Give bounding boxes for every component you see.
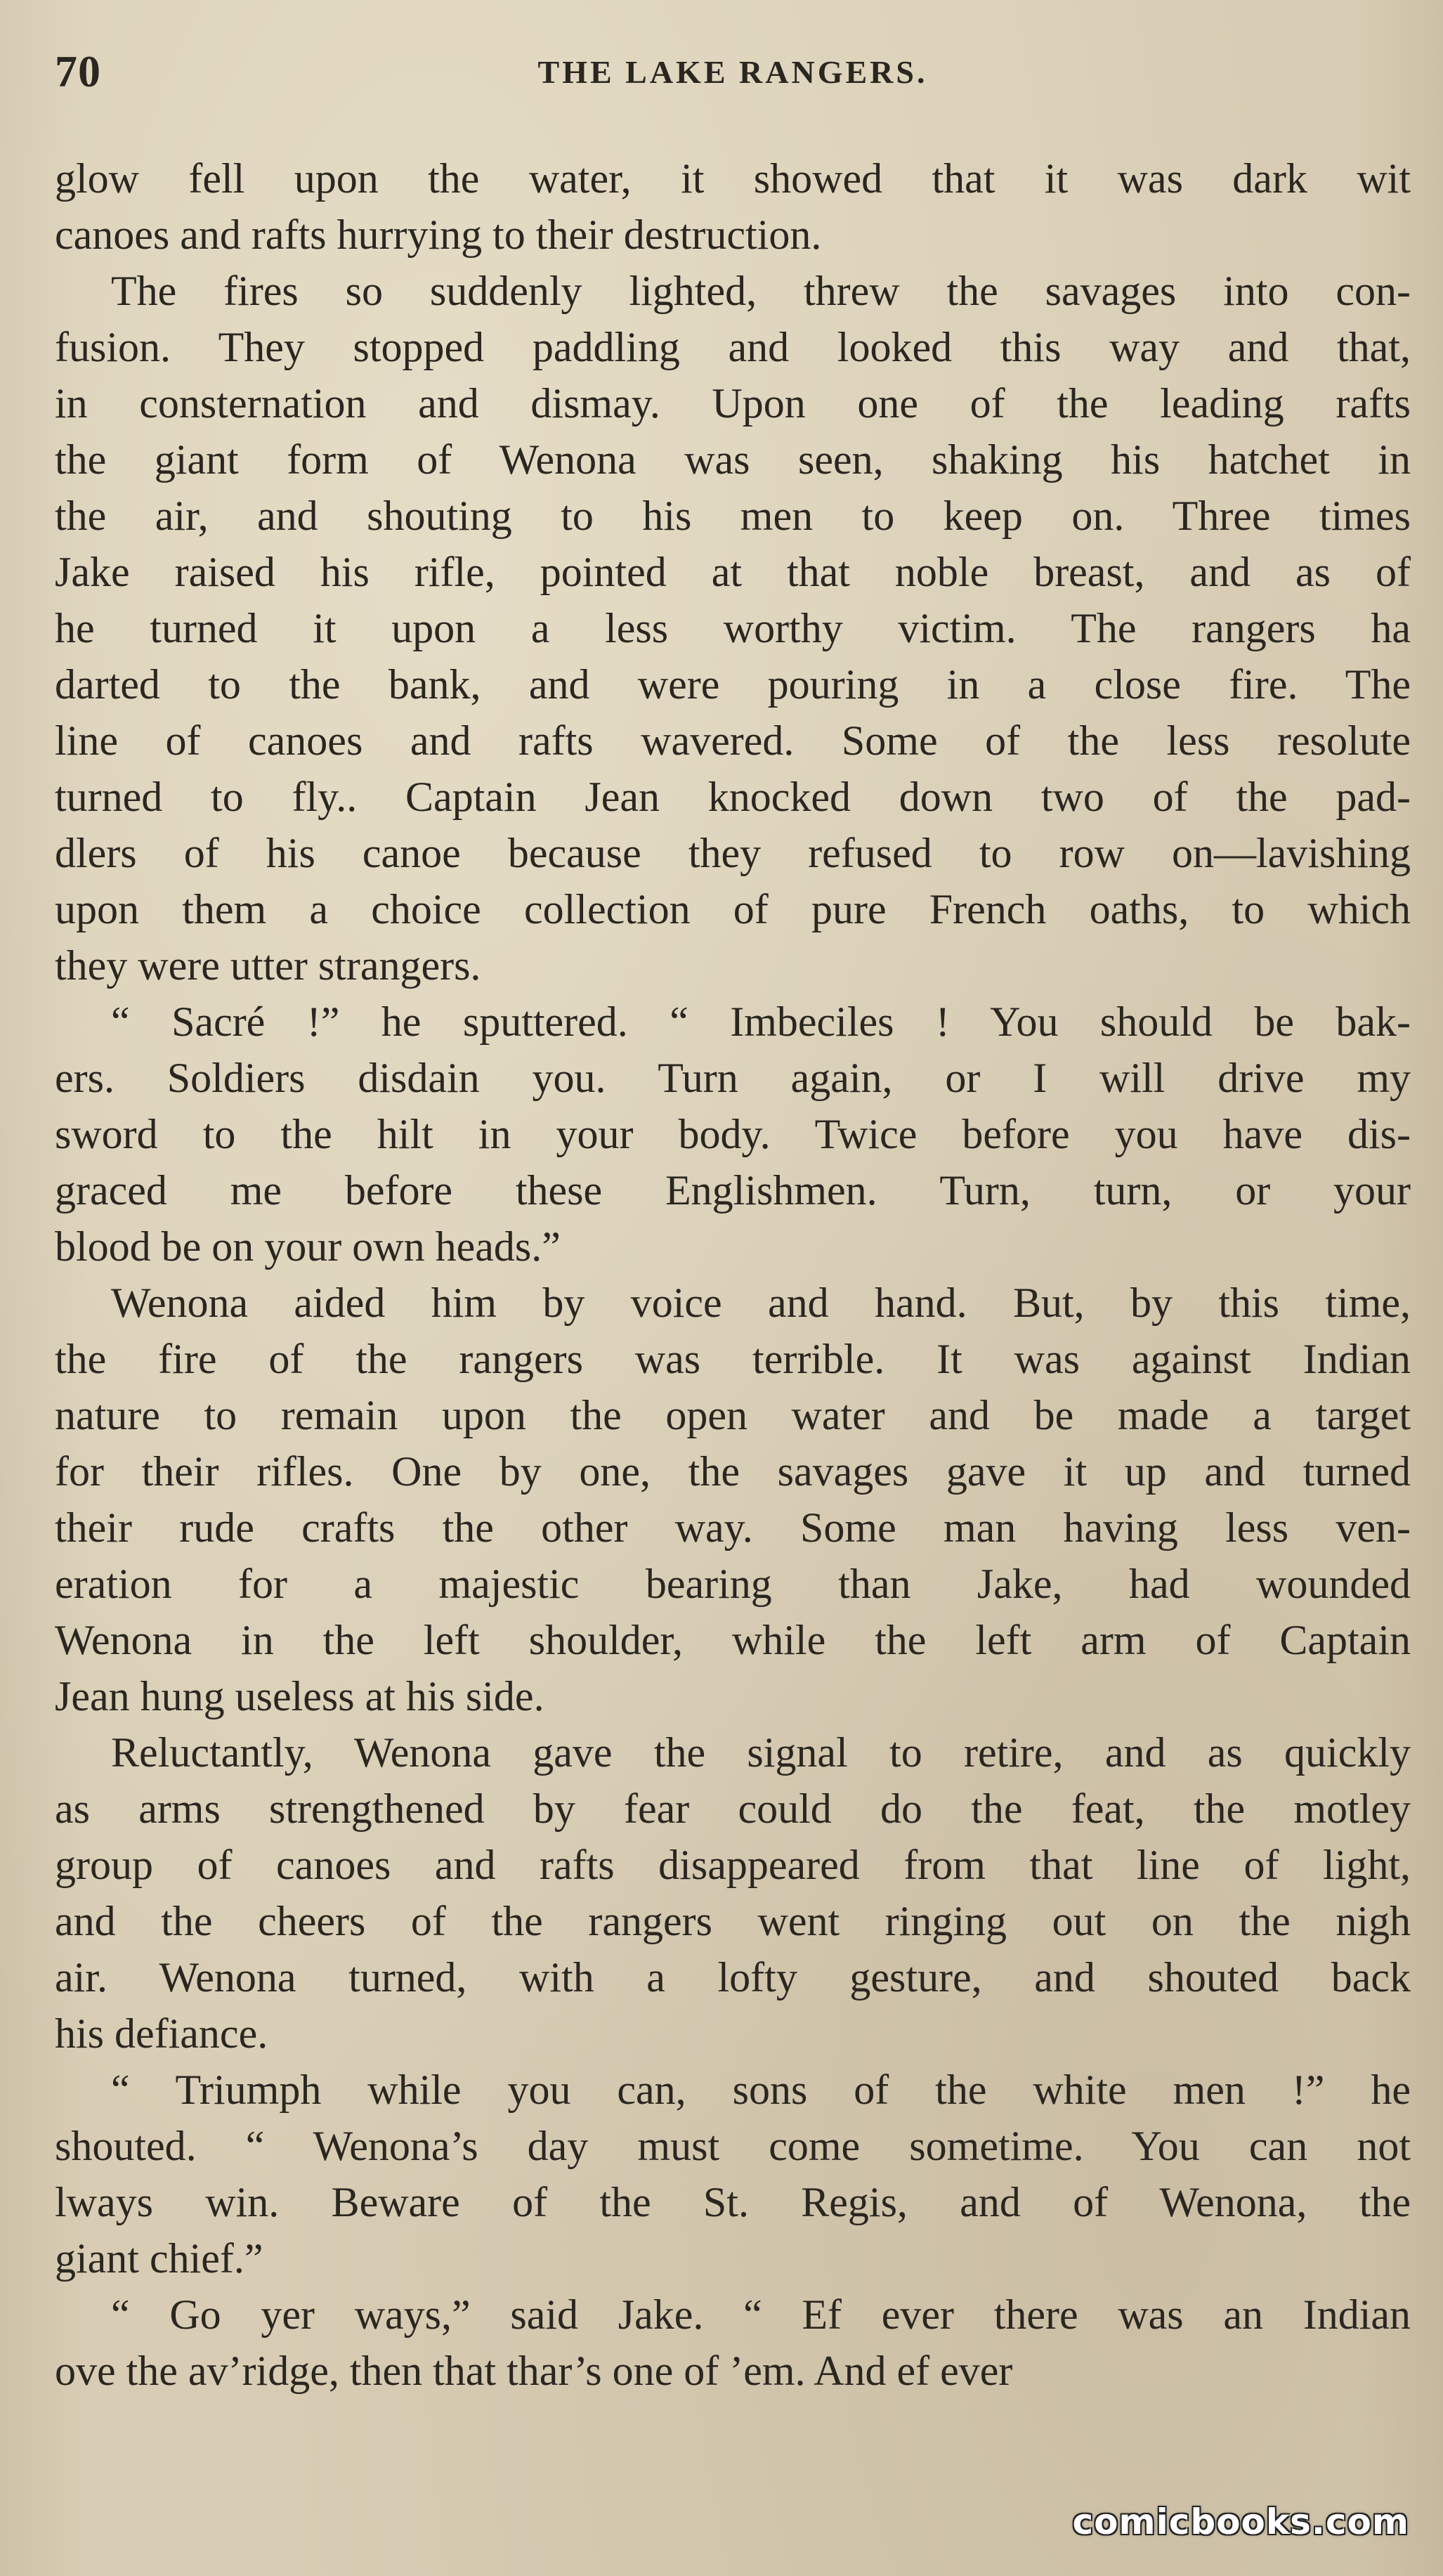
text-line: glow fell upon the water, it showed that it was dark wit: [55, 155, 1411, 202]
text-line: eration for a majestic bearing than Jake, had wounded: [55, 1561, 1411, 1607]
text-line: and the cheers of the rangers went ringing out on the nigh: [55, 1898, 1411, 1944]
text-line: darted to the bank, and were pouring in a close fire. The: [55, 661, 1411, 708]
text-line: sword to the hilt in your body. Twice before you have dis-: [55, 1111, 1411, 1157]
text-line: the fire of the rangers was terrible. It was against Indian: [55, 1336, 1411, 1382]
text-line: ers. Soldiers disdain you. Turn again, or I will drive my: [55, 1055, 1411, 1101]
text-line: their rude crafts the other way. Some man having less ven-: [55, 1504, 1411, 1551]
paragraph: [55, 994, 1411, 1275]
text-line: line of canoes and rafts wavered. Some of the less resolute: [55, 717, 1411, 764]
watermark-logo: comicbooks.com: [1072, 2502, 1409, 2542]
text-line: “ Sacré !” he sputtered. “ Imbeciles ! You should be bak-: [111, 998, 1411, 1045]
text-line: “ Go yer ways,” said Jake. “ Ef ever there was an Indian: [111, 2291, 1411, 2338]
text-line: shouted. “ Wenona’s day must come sometime. You can not: [55, 2123, 1411, 2169]
paragraph: [55, 1275, 1411, 1724]
text-line: fusion. They stopped paddling and looked this way and that,: [55, 324, 1411, 370]
text-line: for their rifles. One by one, the savages gave it up and turned: [55, 1448, 1411, 1495]
text-line: upon them a choice collection of pure French oaths, to which: [55, 886, 1411, 932]
text-line: Jake raised his rifle, pointed at that noble breast, and as of: [55, 549, 1411, 595]
paragraph: [55, 2286, 1411, 2399]
paragraph: [55, 2062, 1411, 2286]
paragraph: [55, 150, 1411, 263]
text-body: [55, 150, 1411, 2399]
text-line: canoes and rafts hurrying to their destruction.: [55, 212, 822, 258]
text-line: in consternation and dismay. Upon one of the leading rafts: [55, 380, 1411, 427]
text-line: graced me before these Englishmen. Turn, turn, or your: [55, 1167, 1411, 1214]
text-line: group of canoes and rafts disappeared from that line of light,: [55, 1842, 1411, 1888]
text-line: as arms strengthened by fear could do the feat, the motley: [55, 1785, 1411, 1832]
text-line: Wenona aided him by voice and hand. But, by this time,: [111, 1280, 1411, 1326]
text-line: blood be on your own heads.”: [55, 1223, 561, 1270]
running-title: THE LAKE RANGERS.: [537, 54, 928, 90]
text-line: turned to fly.. Captain Jean knocked down two of the pad-: [55, 774, 1411, 820]
text-line: he turned it upon a less worthy victim. The rangers ha: [55, 605, 1411, 651]
paragraph: [55, 1724, 1411, 2062]
text-line: Wenona in the left shoulder, while the left arm of Captain: [55, 1617, 1411, 1663]
text-line: ove the av’ridge, then that thar’s one of ’em. And ef ever: [55, 2348, 1013, 2394]
text-line: they were utter strangers.: [55, 942, 481, 989]
text-line: “ Triumph while you can, sons of the white men !” he: [111, 2067, 1411, 2113]
text-line: giant chief.”: [55, 2235, 263, 2282]
text-line: the giant form of Wenona was seen, shaking his hatchet in: [55, 436, 1411, 483]
text-line: dlers of his canoe because they refused to row on—lavishing: [55, 830, 1411, 876]
text-line: his defiance.: [55, 2010, 268, 2057]
text-line: nature to remain upon the open water and be made a target: [55, 1392, 1411, 1438]
text-line: lways win. Beware of the St. Regis, and of Wenona, the: [55, 2179, 1411, 2225]
text-line: Reluctantly, Wenona gave the signal to retire, and as quickly: [111, 1729, 1411, 1776]
text-line: Jean hung useless at his side.: [55, 1673, 544, 1719]
running-head: [55, 44, 1411, 100]
text-line: the air, and shouting to his men to keep on. Three times: [55, 493, 1411, 539]
paragraph: [55, 263, 1411, 994]
text-line: air. Wenona turned, with a lofty gesture, and shouted back: [55, 1954, 1411, 2001]
text-line: The fires so suddenly lighted, threw the savages into con-: [111, 268, 1411, 314]
page-number: 70: [55, 46, 101, 96]
